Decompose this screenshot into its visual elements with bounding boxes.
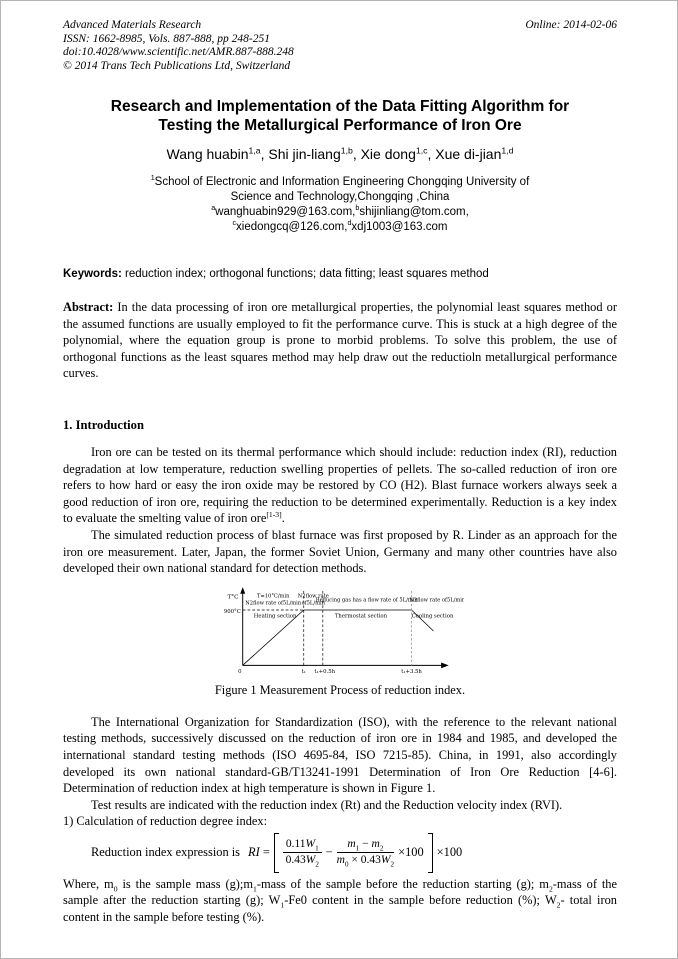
reducing-gas-label: Reducing gas has a flow rate of 5L/min	[315, 597, 418, 604]
heating-section-label: Heating section	[253, 613, 297, 620]
intro-paragraph-2: The simulated reduction process of blast furnace was first proposed by R. Linder as an approach for the iron ore measurement. Later, Japan, the former Soviet Union, Germany and many other countries have also developed their own national standard for detection methods.	[63, 527, 617, 576]
body-paragraph-iso: The International Organization for Standardization (ISO), with the reference to the relevant national testing methods, successively discussed on the reduction of iron ore in 1984 and 1985, and developed the international standard testing methods (ISO 4695-84, ISO 7215-85). China, in 1991, also accordingly developed its own national standard-GB/T13241-1991 Determination of Iron Ore Reduction [4-6]. Determination of reduction index at high temperature is shown in Figure 1.	[63, 714, 617, 796]
heating-flow-label-line2: N2flow rate of5L/min	[245, 600, 302, 607]
fraction-2	[337, 838, 394, 867]
origin-label: 0	[238, 668, 242, 675]
times-100-outer: ×100	[436, 845, 463, 860]
cooling-section-label: Cooling section	[411, 613, 454, 620]
fraction-2-denominator: $m_0 \times 0.43W_2$	[336, 854, 395, 869]
hold-flow-label-line1: N2flow rate	[297, 593, 329, 600]
x-tick-t1-05h: t₁+0.5h	[314, 668, 336, 675]
calc-item-label: 1) Calculation of reduction degree index:	[63, 814, 268, 829]
x-tick-t1-35h: t₁+3.5h	[401, 668, 422, 675]
abstract: Abstract: In the data processing of iron ore metallurgical properties, the polynomial least squares method or the assumed functions are usually employed to fit the performance curve. This is stuck at a high degree of the polynomial, where the equation group is prone to morbid problems. To solve this problem, the use of orthogonal functions as the least squares method may help draw out the reductioln metallurgical performance curves.	[63, 300, 617, 381]
authors-line: Wang huabin$^{1,a}$, Shi jin-liang$^{1,b}$, Xie dong$^{1,c}$, Xue di-jian$^{1,d}$	[166, 145, 514, 162]
formula-lhs: RI =	[248, 845, 270, 860]
temp-900-label: 900°C	[223, 608, 241, 615]
figure-1	[63, 585, 617, 682]
y-axis-arrow	[240, 587, 245, 594]
fraction-2-numerator: $m_1 - m_2$	[337, 838, 394, 853]
section-heading-introduction: 1. Introduction	[63, 417, 144, 432]
minus-sign: −	[325, 845, 333, 860]
cooling-flow-label: N2flow rate of5L/min	[409, 597, 464, 604]
affiliation-line-1: $^1$School of Electronic and Information Engineering Chongqing University of	[150, 174, 530, 188]
body-paragraph-test-results: Test results are indicated with the reduction index (Rt) and the Reduction velocity index (RVI).	[91, 797, 563, 812]
affiliation-line-2: Science and Technology,Chongqing ,China	[230, 191, 450, 203]
figure-1-caption: Figure 1 Measurement Process of reduction index.	[214, 682, 466, 697]
reduction-index-formula	[63, 833, 617, 873]
author-emails-line-2: $^c$xiedongcq@126.com,$^d$xdj1003@163.com	[232, 219, 448, 233]
x-axis-arrow	[441, 662, 449, 668]
left-bracket	[274, 833, 279, 873]
thermostat-section-label: Thermostat section	[334, 613, 388, 620]
hold-flow-label-line2: of5L/min	[301, 600, 325, 607]
y-axis-label: T°C	[227, 594, 239, 601]
author-emails-line-1: $^a$wanghuabin929@163.com,$^b$shijinliang@tom.com,	[211, 204, 469, 218]
journal-doi: doi:10.4028/www.scientific.net/AMR.887-888.248	[63, 46, 294, 58]
paper-title: Research and Implementation of the Data Fitting Algorithm for Testing the Metallurgical Performance of Iron Ore	[110, 98, 570, 134]
keywords-line: Keywords: reduction index; orthogonal functions; data fitting; least squares method	[63, 268, 489, 280]
right-bracket	[428, 833, 433, 873]
fraction-1-denominator: $0.43W_2$	[285, 854, 319, 869]
intro-paragraph-1: Iron ore can be tested on its thermal performance which should include: reduction index (RI), reduction degradation at low temperature, reduction swelling properties of pellets. The so-called reduction of iron ore refers to how hard or easy the iron oxide may be restored by CO (H2). Blast furnace workers always seek a good reduction of iron ore, requiring the reduction to be determined experimentally. Reduction is a key index to evaluate the smelting value of iron ore[1-3].	[63, 444, 617, 526]
formula-prefix: Reduction index expression is	[91, 845, 241, 860]
figure-1-diagram	[216, 585, 464, 677]
journal-header	[63, 19, 617, 73]
formula-expression	[248, 833, 462, 873]
journal-info	[63, 19, 294, 73]
fraction-1	[283, 838, 322, 867]
online-date: Online: 2014-02-06	[525, 19, 617, 31]
times-100-inner: ×100	[398, 845, 424, 860]
x-tick-t1: t₁	[301, 668, 306, 675]
journal-issn: ISSN: 1662-8985, Vols. 887-888, pp 248-251	[63, 32, 270, 45]
heating-flow-label-line1: T=10°C/min	[257, 593, 290, 600]
journal-name: Advanced Materials Research	[63, 19, 202, 31]
fraction-1-numerator: $0.11W_1$	[283, 838, 322, 853]
where-clause: Where, $m_0$ is the sample mass $(g);m_1$-mass of the sample before the reduction starting (g); $m_2$-mass of the sample after the reduction starting (g); $W_1-Fe0$ content in the sample before reduction (%); $W_2-$ total iron content in the sample before testing (%).	[63, 876, 618, 925]
journal-copyright: © 2014 Trans Tech Publications Ltd, Switzerland	[63, 59, 291, 72]
affiliation-block	[63, 175, 617, 235]
